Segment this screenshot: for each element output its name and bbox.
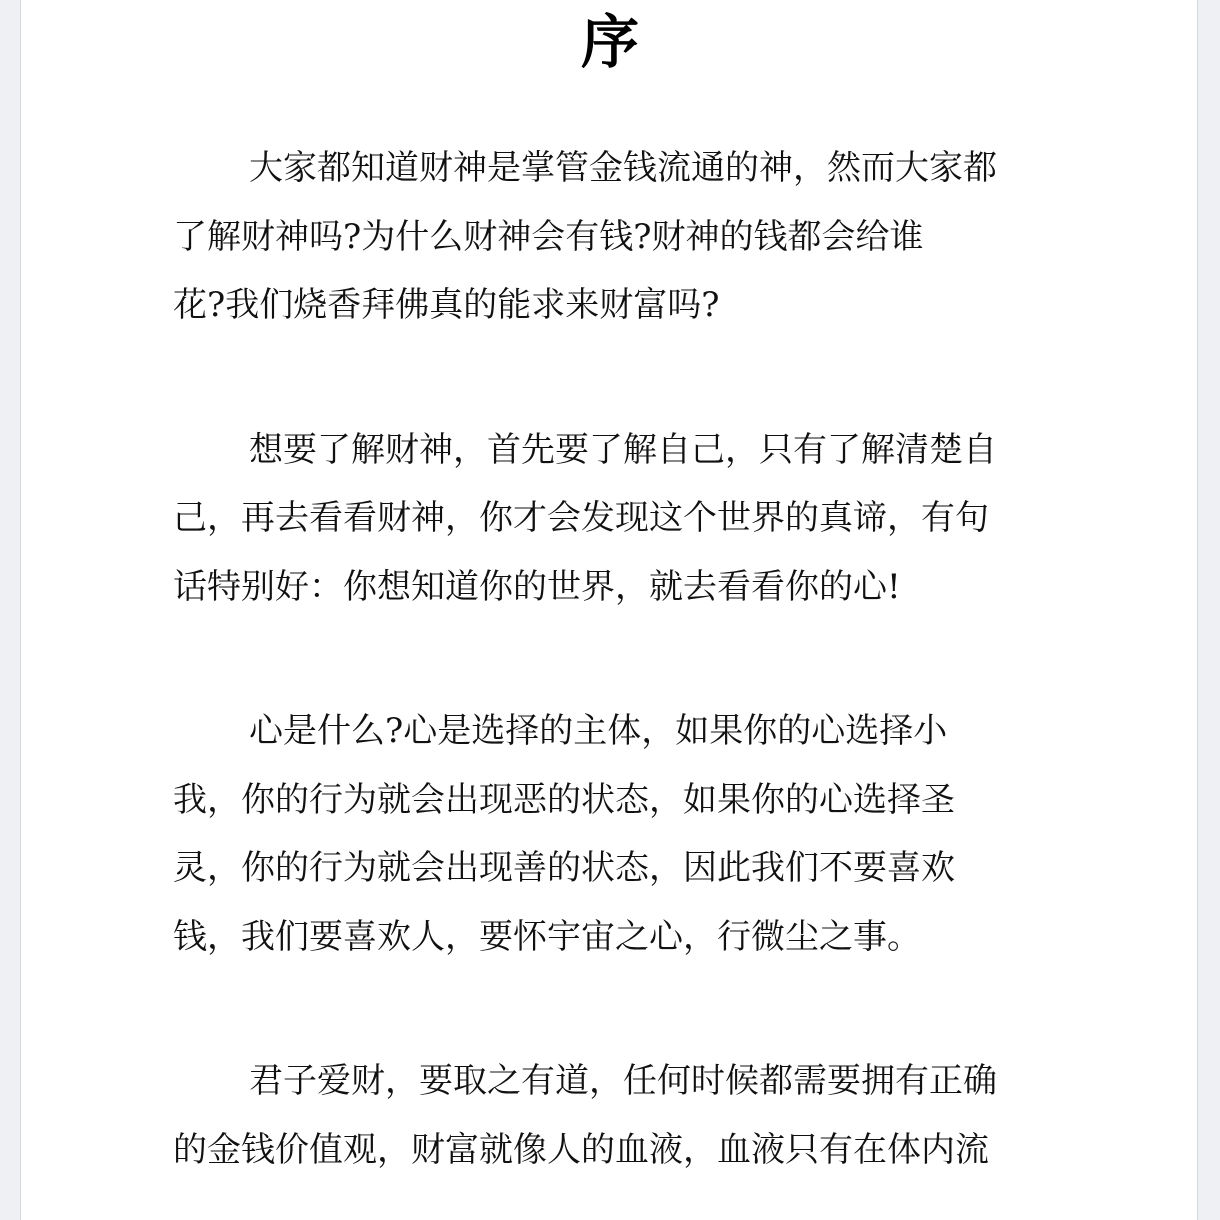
paragraph-3: [173, 697, 1053, 971]
paragraph-4: [173, 1047, 1053, 1184]
paragraph-2: [173, 416, 1053, 622]
paragraph-line: 钱，我们要喜欢人，要怀宇宙之心，行微尘之事。: [173, 916, 921, 957]
paragraph-line: 了解财神吗?为什么财神会有钱?财神的钱都会给谁: [173, 216, 924, 257]
paragraph-1: [173, 134, 1053, 340]
document-page: [20, 0, 1198, 1220]
page-title: 序: [580, 8, 639, 76]
paragraph-line: 心是什么?心是选择的主体，如果你的心选择小: [249, 711, 948, 751]
paragraph-line: 大家都知道财神是掌管金钱流通的神，然而大家都: [249, 148, 997, 188]
paragraph-line: 想要了解财神，首先要了解自己，只有了解清楚自: [249, 429, 997, 470]
paragraph-line: 灵，你的行为就会出现善的状态，因此我们不要喜欢: [173, 848, 955, 888]
paragraph-line: 话特别好：你想知道你的世界，就去看看你的心!: [173, 566, 901, 607]
paragraph-line: 的金钱价值观，财富就像人的血液，血液只有在体内流: [173, 1129, 989, 1170]
paragraph-line: 己，再去看看财神，你才会发现这个世界的真谛，有句: [173, 498, 989, 538]
paragraph-line: 花?我们烧香拜佛真的能求来财富吗?: [173, 285, 720, 325]
paragraph-line: 君子爱财，要取之有道，任何时候都需要拥有正确: [249, 1061, 997, 1101]
paragraph-line: 我，你的行为就会出现恶的状态，如果你的心选择圣: [173, 779, 955, 820]
document-body: [173, 134, 1053, 1220]
